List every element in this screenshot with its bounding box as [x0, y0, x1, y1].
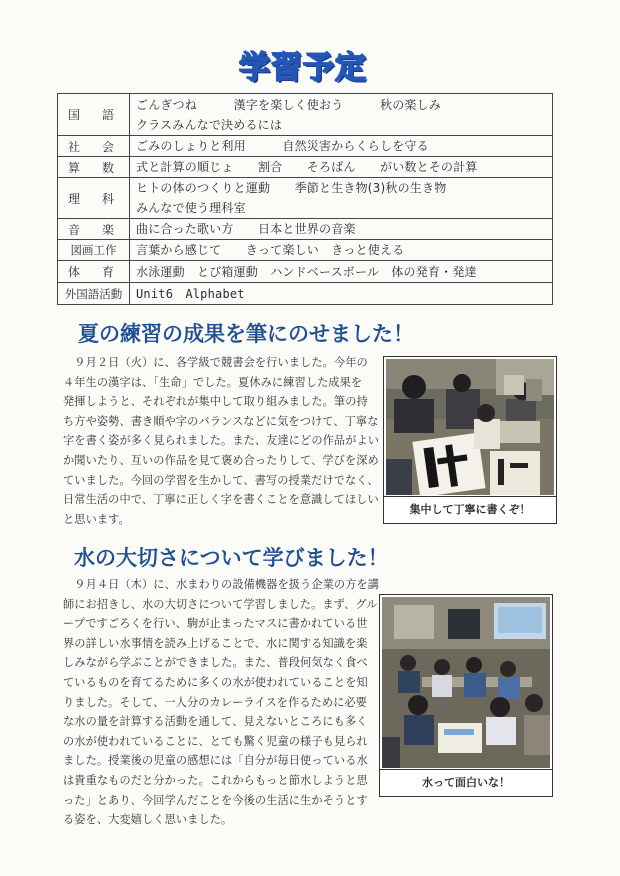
article2-line: 師にお招きし、水の大切さについて学習しました。まず、グル — [63, 597, 378, 611]
article2-line: ました。授業後の児童の感想には「自分が毎日使っている水 — [63, 754, 368, 768]
article2-line: は貴重なものだと分かった。これからもっと節水しようと思 — [63, 773, 368, 787]
content-cell: Unit6 Alphabet — [130, 283, 553, 305]
content-cell — [130, 94, 553, 136]
table-row — [58, 178, 553, 219]
subject-cell: 社 会 — [58, 136, 130, 157]
article1-heading: 夏の練習の成果を筆にのせました！ — [78, 322, 414, 346]
subject-cell: 算 数 — [58, 157, 130, 178]
content-cell — [130, 178, 553, 219]
content-line: ごんぎつね 漢字を楽しく使おう 秋の楽しみ — [136, 97, 442, 112]
article1-line: か聞いたり、互いの作品を見て褒め合ったりして、学びを深め — [63, 453, 379, 467]
article2-heading: 水の大切さについて学びました！ — [74, 546, 389, 570]
article2-line: る姿を、大変嬉しく思いました。 — [63, 813, 233, 827]
content-cell: ごみのしょりと利用 自然災害からくらしを守る — [130, 136, 553, 157]
subject-cell: 図画工作 — [58, 240, 130, 261]
schedule-table — [57, 93, 553, 305]
subject-cell: 理 科 — [58, 178, 130, 219]
table-row — [58, 240, 553, 261]
subject-cell: 音 楽 — [58, 219, 130, 240]
article1-line: と思います。 — [63, 512, 130, 526]
table-row — [58, 94, 553, 136]
subject-cell: 国 語 — [58, 94, 130, 136]
article1-line: ４年生の漢字は、「生命」でした。夏休みに練習した成果を — [63, 375, 363, 389]
article1-line: 字を書く姿が多く見られました。また、友達にどの作品がよい — [63, 434, 380, 448]
table-row — [58, 136, 553, 157]
calligraphy-photo-image — [386, 359, 554, 495]
article2-line: ９月４日（木）に、水まわりの設備機器を扱う企業の方を講 — [63, 578, 380, 591]
content-cell: 言葉から感じて きって楽しい きっと使える — [130, 240, 553, 261]
content-cell: 水泳運動 とび箱運動 ハンドベースボール 体の発育・発達 — [130, 261, 553, 283]
article2-line: りました。そして、一人分のカレーライスを作るために必要 — [63, 695, 368, 709]
content-line: クラスみんなで決めるには — [136, 117, 283, 132]
article2-line: しみながら学ぶことができました。また、普段何気なく食べ — [63, 656, 368, 670]
content-cell: 曲に合った歌い方 日本と世界の音楽 — [130, 219, 553, 240]
calligraphy-photo — [383, 356, 557, 524]
article2-line: な水の量を計算する活動を通して、見えないところにも多く — [63, 715, 368, 729]
article2-body — [63, 575, 379, 830]
article1-line: 日常生活の中で、丁寧に正しく字を書くことを意識してほしい — [63, 493, 379, 507]
page-title: 学習予定 — [239, 50, 367, 86]
article2-line: 界の詳しい水事情を読み上げることで、水に関する知識を楽 — [63, 636, 368, 650]
article2-line: った」とあり、今回学んだことを今後の生活に生かそうとす — [63, 793, 368, 807]
article2-line: の水が使われていることに、とても驚く児童の様子も見られ — [63, 734, 368, 748]
article1-line: ち方や姿勢、書き順や字のバランスなどに気をつけて、丁寧な — [63, 414, 379, 428]
photo-caption: 集中して丁寧に書くぞ！ — [384, 496, 556, 523]
article1-line: ていました。今回の学習を生かして、書写の授業だけでなく、 — [63, 473, 379, 487]
photo-caption: 水って面白いな！ — [380, 769, 552, 796]
article1-line: ９月２日（火）に、各学級で競書会を行いました。今年の — [63, 356, 368, 369]
subject-cell: 体 育 — [58, 261, 130, 283]
water-lesson-photo-image — [382, 597, 550, 768]
water-lesson-photo — [379, 594, 553, 797]
article2-line: ているものを育てるために多くの水が使われていることを知 — [63, 675, 368, 689]
article1-body — [63, 353, 379, 529]
article1-line: 発揮しようと、それぞれが集中して取り組みました。筆の持 — [63, 395, 368, 409]
content-line: みんなで使う理科室 — [136, 201, 246, 215]
subject-cell: 外国語活動 — [58, 283, 130, 305]
table-row — [58, 219, 553, 240]
table-row — [58, 261, 553, 283]
content-cell: 式と計算の順じょ 割合 そろばん がい数とその計算 — [130, 157, 553, 178]
article2-line: ープですごろくを行い、駒が止まったマスに書かれている世 — [63, 617, 368, 631]
table-row — [58, 283, 553, 305]
table-row — [58, 157, 553, 178]
content-line: ヒトの体のつくりと運動 季節と生き物(3)秋の生き物 — [136, 181, 447, 195]
